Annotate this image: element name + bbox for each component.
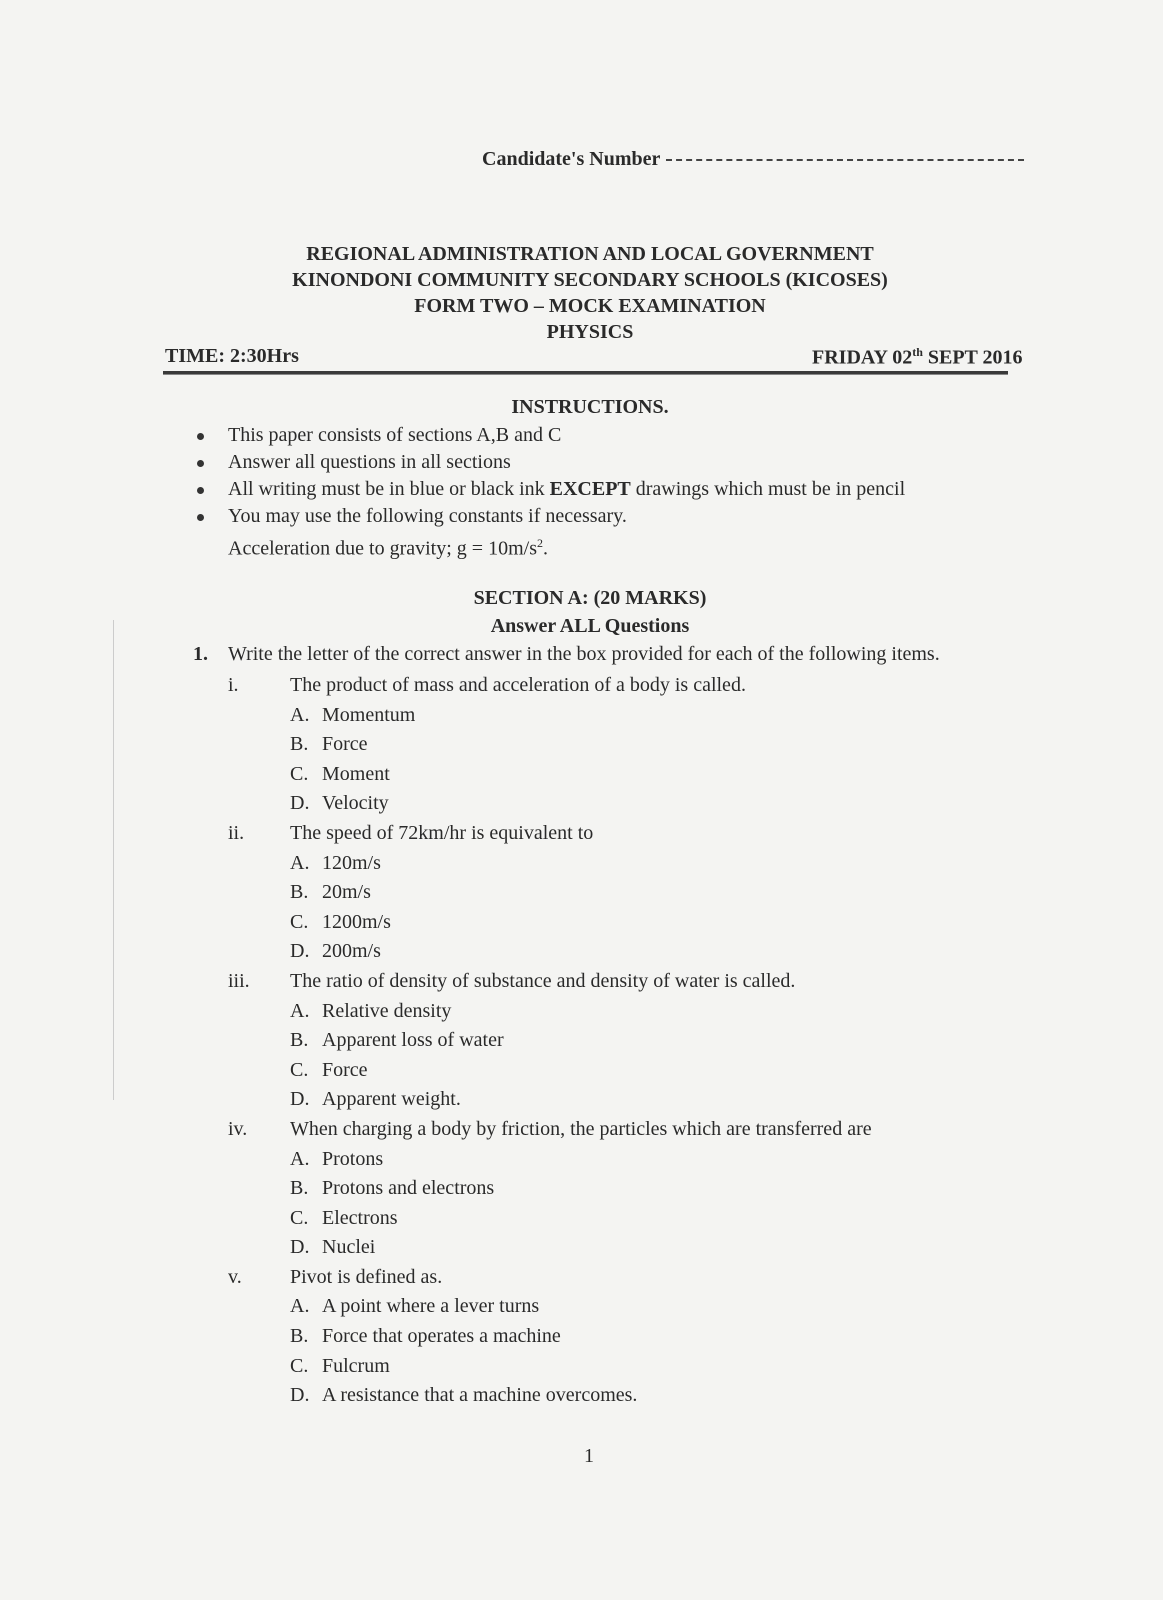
instruction-text: Answer all questions in all sections (228, 451, 511, 473)
title-line: FORM TWO – MOCK EXAMINATION (414, 295, 766, 317)
answer-option (228, 997, 872, 1027)
date-text: SEPT 2016 (922, 346, 1023, 369)
question-text: Write the letter of the correct answer in the box provided for each of the following items. (228, 643, 940, 665)
section-a-subheading: Answer ALL Questions (490, 615, 690, 637)
option-letter: D. (290, 1384, 310, 1407)
option-text: Apparent weight. (322, 1088, 461, 1111)
option-text: Fulcrum (322, 1354, 390, 1377)
option-text: Force (322, 733, 368, 756)
answer-option (228, 1026, 872, 1056)
option-text: Apparent loss of water (322, 1029, 504, 1052)
option-text: Electrons (322, 1206, 398, 1229)
mc-question (228, 819, 872, 849)
item-text: The speed of 72km/hr is equivalent to (290, 821, 594, 844)
item-text: The ratio of density of substance and density of water is called. (290, 969, 796, 992)
mc-question (228, 967, 872, 997)
title-line: KINONDONI COMMUNITY SECONDARY SCHOOLS (KICOSES) (292, 269, 888, 291)
answer-option (228, 937, 872, 967)
instruction-item (193, 422, 905, 449)
bullet-icon (197, 487, 204, 494)
option-text: Protons (322, 1147, 384, 1170)
item-numeral: i. (228, 674, 239, 696)
option-letter: C. (290, 1058, 309, 1081)
option-letter: B. (290, 1029, 309, 1052)
option-letter: A. (290, 851, 310, 874)
instruction-emphasis: EXCEPT (549, 478, 631, 500)
instructions-heading: INSTRUCTIONS. (511, 396, 669, 418)
option-letter: A. (290, 999, 310, 1022)
question-number: 1. (193, 643, 208, 665)
bullet-icon (197, 460, 204, 467)
bullet-icon (197, 514, 204, 521)
option-text: Protons and electrons (322, 1177, 495, 1200)
answer-option (228, 878, 872, 908)
instruction-text: You may use the following constants if necessary. (228, 505, 627, 527)
candidate-number-blank[interactable] (666, 159, 1024, 161)
multiple-choice-items (228, 671, 872, 1411)
option-letter: A. (290, 1147, 310, 1170)
title-line: REGIONAL ADMINISTRATION AND LOCAL GOVERNMENT (306, 243, 874, 265)
item-numeral: iv. (228, 1117, 248, 1140)
answer-option (228, 1381, 872, 1411)
option-letter: C. (290, 762, 309, 785)
mc-question (228, 671, 872, 701)
date-text: FRIDAY 02 (812, 346, 913, 369)
answer-option (228, 1145, 872, 1175)
answer-option (228, 1233, 872, 1263)
header-divider (163, 371, 1008, 375)
instructions-list (193, 422, 905, 563)
option-text: A resistance that a machine overcomes. (322, 1384, 638, 1407)
instruction-item (193, 449, 905, 476)
answer-option (228, 908, 872, 938)
instruction-item (193, 476, 905, 503)
exam-date (812, 345, 1023, 370)
answer-option (228, 1292, 872, 1322)
instruction-text: All writing must be in blue or black ink (228, 478, 550, 500)
candidate-number-label: Candidate's Number (482, 148, 661, 170)
option-letter: B. (290, 1325, 309, 1348)
question-1 (193, 643, 940, 666)
answer-option (228, 1322, 872, 1352)
option-letter: A. (290, 703, 310, 726)
option-letter: C. (290, 910, 309, 933)
option-text: Relative density (322, 999, 452, 1022)
punctuation: . (542, 537, 548, 560)
item-numeral: iii. (228, 969, 250, 992)
answer-option (228, 849, 872, 879)
option-text: Force that operates a machine (322, 1325, 561, 1348)
option-letter: D. (290, 940, 310, 963)
date-suffix: th (912, 345, 923, 359)
answer-option (228, 701, 872, 731)
mc-question (228, 1263, 872, 1293)
exam-time: TIME: 2:30Hrs (165, 345, 299, 367)
option-letter: B. (290, 733, 309, 756)
option-text: Momentum (322, 703, 416, 726)
exponent: 2 (536, 536, 543, 550)
option-letter: D. (290, 1088, 310, 1111)
option-text: 20m/s (322, 881, 371, 904)
gravity-constant: Acceleration due to gravity; g = 10m/s (228, 537, 537, 560)
option-text: Nuclei (322, 1236, 376, 1259)
option-letter: C. (290, 1206, 309, 1229)
option-letter: B. (290, 1177, 309, 1200)
instruction-text: This paper consists of sections A,B and C (228, 424, 562, 446)
item-text: Pivot is defined as. (290, 1265, 443, 1288)
candidate-number-field (482, 148, 1024, 171)
page-number: 1 (584, 1445, 594, 1467)
answer-option (228, 1352, 872, 1382)
item-numeral: v. (228, 1265, 242, 1288)
answer-option (228, 760, 872, 790)
scan-margin-line (113, 620, 114, 1100)
item-text: When charging a body by friction, the particles which are transferred are (290, 1117, 872, 1140)
answer-option (228, 1056, 872, 1086)
mc-question (228, 1115, 872, 1145)
option-letter: D. (290, 792, 310, 815)
bullet-icon (197, 433, 204, 440)
item-text: The product of mass and acceleration of a body is called. (290, 674, 746, 696)
option-text: 120m/s (322, 851, 381, 874)
answer-option (228, 730, 872, 760)
instruction-text: drawings which must be in pencil (630, 478, 906, 500)
option-letter: C. (290, 1354, 309, 1377)
section-a-heading: SECTION A: (20 MARKS) (473, 587, 707, 609)
item-numeral: ii. (228, 821, 245, 844)
option-text: 1200m/s (322, 910, 391, 933)
answer-option (228, 1204, 872, 1234)
option-text: Moment (322, 762, 390, 785)
option-letter: A. (290, 1295, 310, 1318)
option-letter: B. (290, 881, 309, 904)
option-text: A point where a lever turns (322, 1295, 540, 1318)
instruction-item (193, 503, 905, 563)
option-text: Force (322, 1058, 368, 1081)
subject-title: PHYSICS (546, 321, 634, 343)
option-text: Velocity (322, 792, 389, 815)
answer-option (228, 1085, 872, 1115)
option-text: 200m/s (322, 940, 381, 963)
answer-option (228, 789, 872, 819)
answer-option (228, 1174, 872, 1204)
option-letter: D. (290, 1236, 310, 1259)
exam-title-block (0, 241, 1163, 345)
